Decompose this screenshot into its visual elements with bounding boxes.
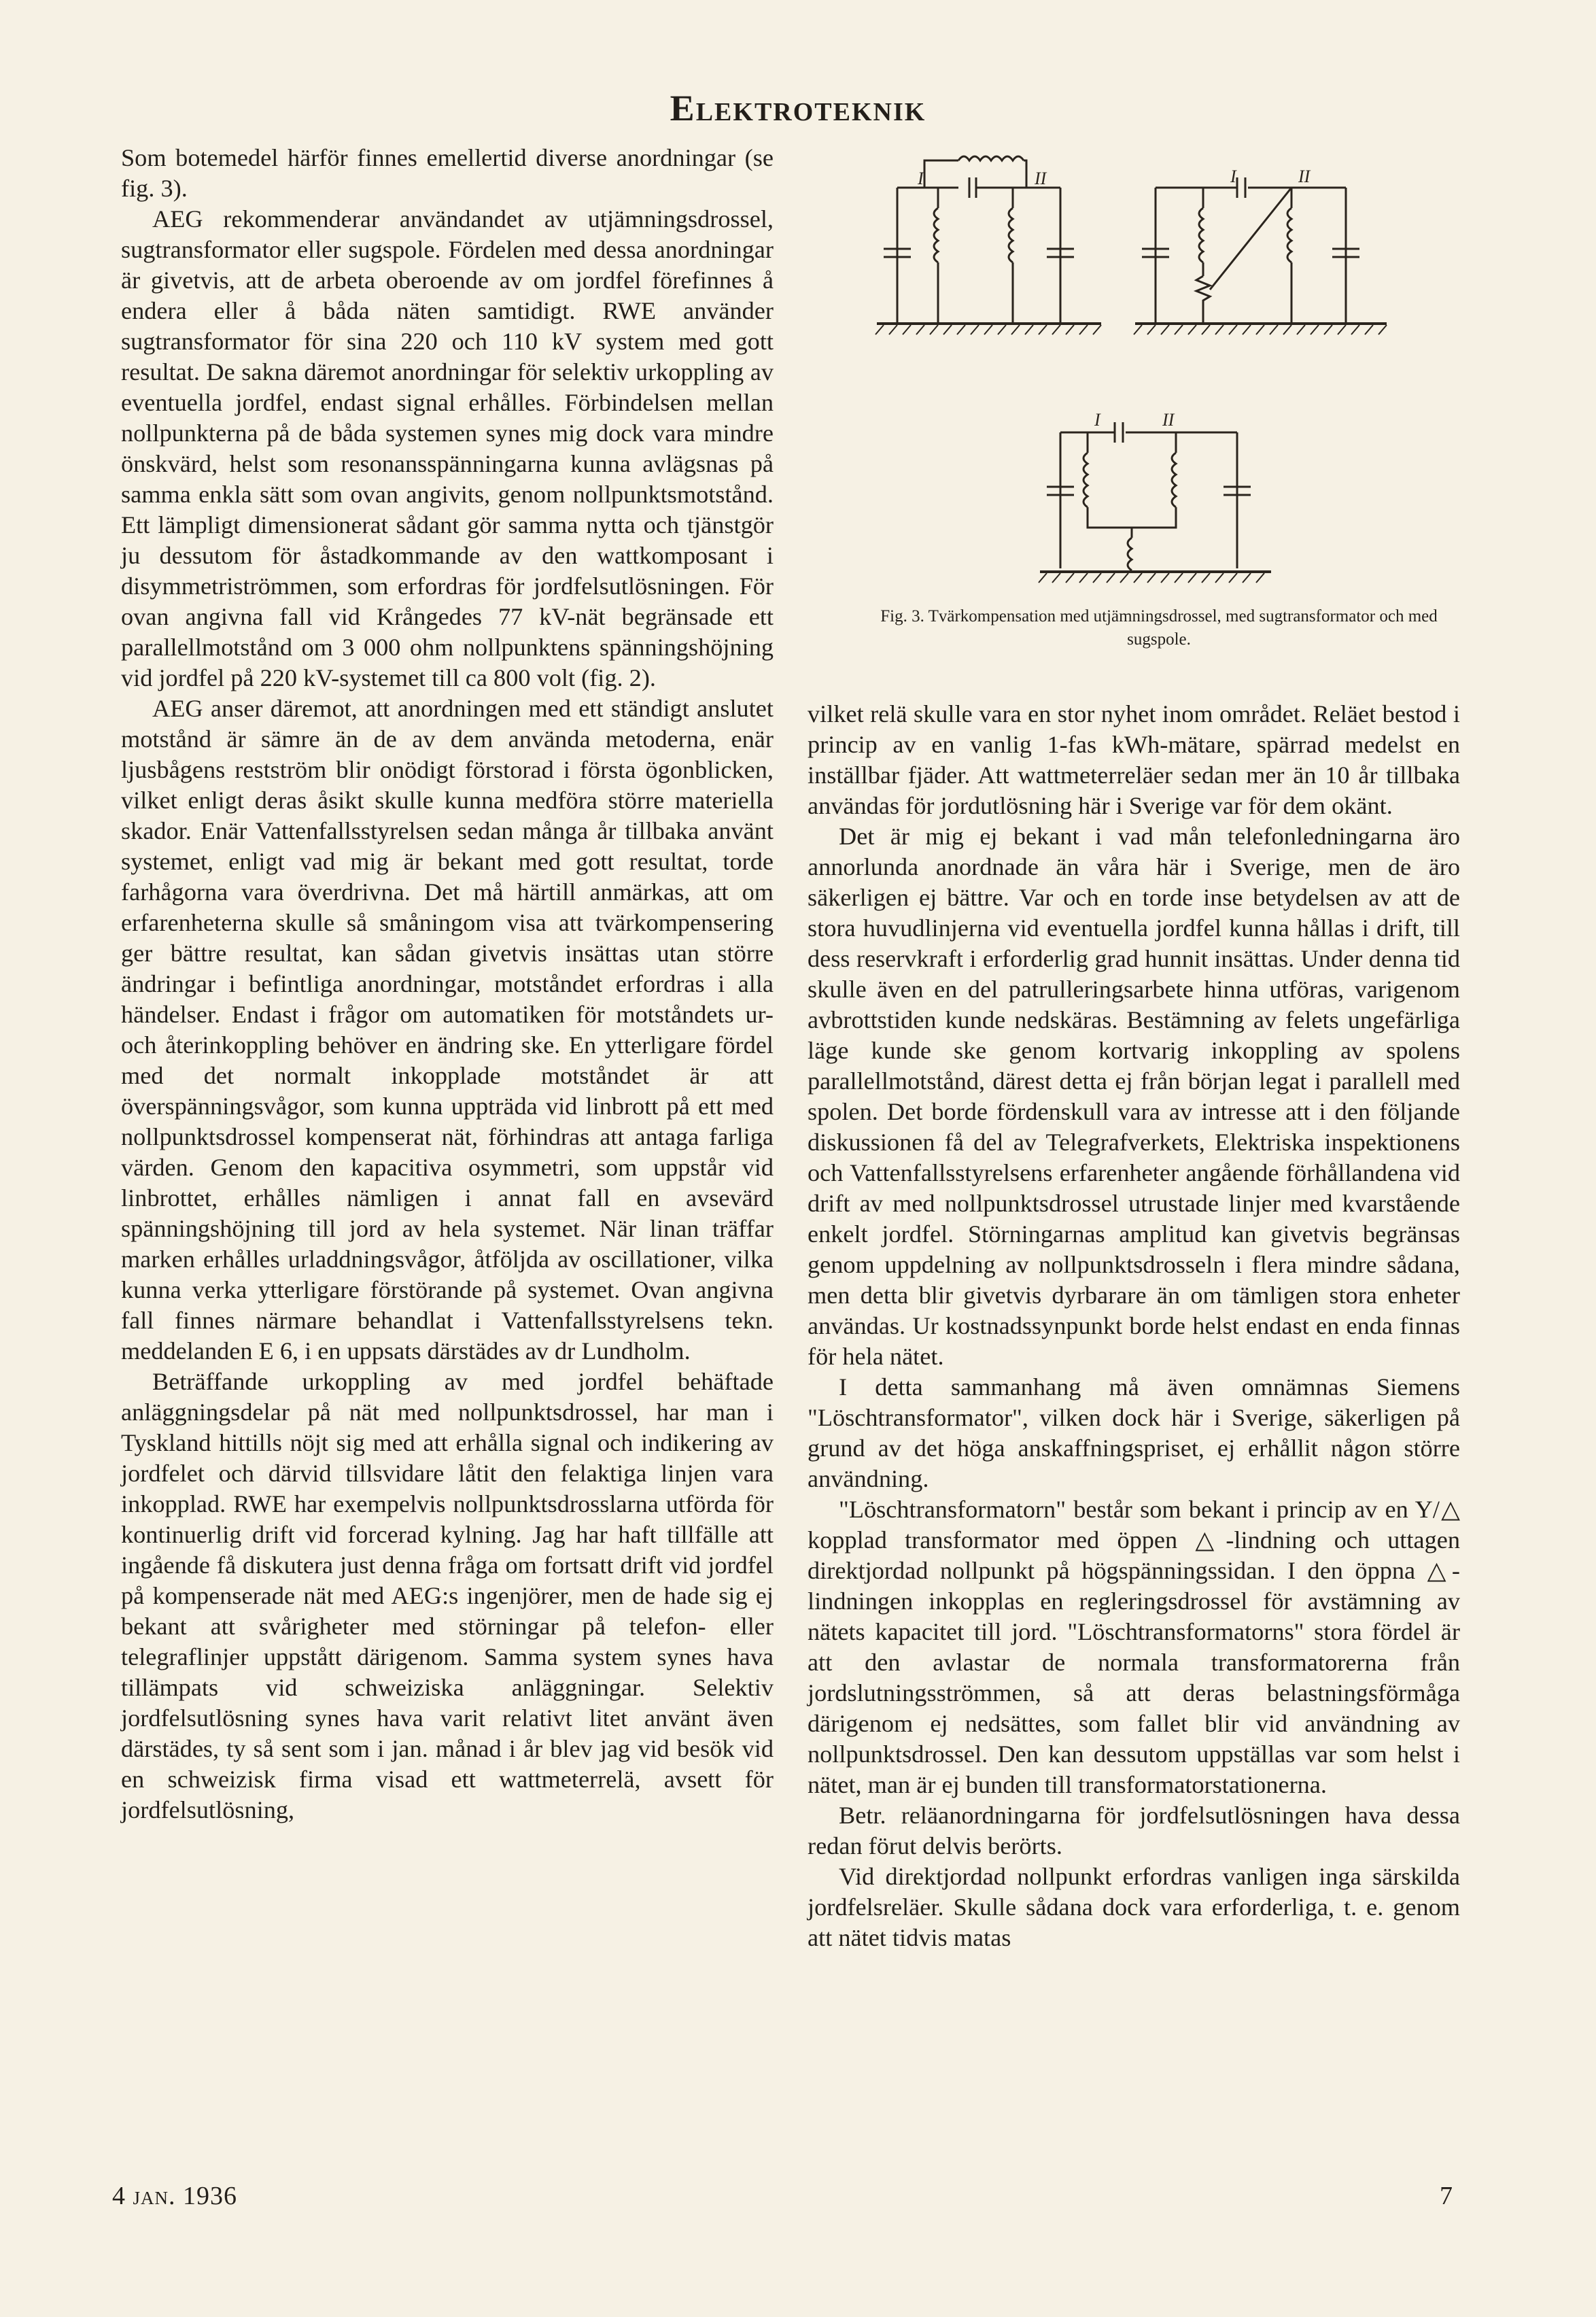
right-paragraph-3: I detta sammanhang må även omnämnas Siemens "Löschtransformator", vilken dock här i Sverige, säkerligen på grund av det höga anskaffningspriset, ej erhållit någon större användning.	[808, 1373, 1460, 1492]
page-header-title: Elektroteknik	[670, 88, 926, 128]
right-column	[808, 699, 1460, 1953]
diagram-sugspole	[1039, 410, 1271, 583]
right-paragraph-6: Vid direktjordad nollpunkt erfordras vanligen inga särskilda jordfelsreläer. Skulle sådana dock vara erforderliga, t. e. genom att nätet tidvis matas	[808, 1863, 1460, 1951]
right-paragraph-1: vilket relä skulle vara en stor nyhet inom området. Reläet bestod i princip av en vanlig 1-fas kWh-mätare, spärrad medelst en inställbar fjäder. Att wattmeterreläer sedan mer än 10 år tillbaka användas för jordutlösning här i Sverige var för dem okänt.	[808, 700, 1460, 819]
diagram-c-label-ii: II	[1162, 410, 1175, 430]
right-paragraph-2: Det är mig ej bekant i vad mån telefonledningarna äro annorlunda anordnade än våra här i Sverige, men de äro säkerligen ej bättre. Var och en torde inse betydelsen av att de stora huvudlinjerna vid eventuella jordfel kunna hållas i drift, till dess reservkraft i erforderlig grad hunnit insättas. Under denna tid skulle även en del patrulleringsarbete hinna utföras, varigenom avbrottstiden kunde nedskäras. Bestämning av felets ungefärliga läge kunde ske genom kortvarig inkoppling av spolens parallellmotstånd, därest detta ej från början legat i parallell med spolen. Det borde fördenskull vara av intresse att i den följande diskussionen få del av Telegrafverkets, Elektriska inspektionens och Vattenfallsstyrelsens erfarenheter angående förhållandena vid drift av med nollpunktsdrossel utrustade linjer med kvarstående enkelt jordfel. Störningarnas amplitud kan givetvis begränsas genom uppdelning av nollpunktsdrosseln i flera mindre sådana, men detta blir givetvis dyrbarare än om tämligen stora enheter användas. Ur kostnadssynpunkt borde helst endast en enda finnas för hela nätet.	[808, 823, 1460, 1370]
diagram-c-label-i: I	[1094, 410, 1100, 430]
left-paragraph-2: AEG rekommenderar användandet av utjämningsdrossel, sugtransformator eller sugspole. Fördelen med dessa anordningar är givetvis, att de arbeta oberoende av om jordfel förefinnes å endera eller å båda näten samtidigt. RWE använder sugtransformator för sina 220 och 110 kV system med gott resultat. De sakna däremot anordningar för selektiv urkoppling av eventuella jordfel, endast signal erhålles. Förbindelsen mellan nollpunkterna på de båda systemen synes mig dock vara mindre önskvärd, helst som resonansspänningarna kunna avlägsnas på samma enkla sätt som ovan angivits, genom nollpunktsmotstånd. Ett lämpligt dimensionerat sådant gör samma nytta och tjänstgör ju dessutom för åstadkommande av den wattkomposant i disymmetriströmmen, som erfordras för jordfelsutlösningen. För ovan angivna fall vid Krångedes 77 kV-nät begränsade ett parallellmotstånd om 3 000 ohm nollpunktens spänningshöjning vid jordfel på 220 kV-systemet till ca 800 volt (fig. 2).	[121, 205, 774, 691]
footer-page-number: 7	[1440, 2182, 1453, 2210]
diagram-drossel	[875, 156, 1101, 334]
figure-3-circuit-diagrams	[856, 147, 1455, 596]
diagram-a-label-i: I	[918, 169, 924, 188]
left-paragraph-1: Som botemedel härför finnes emellertid diverse anordningar (se fig. 3).	[121, 144, 774, 202]
diagram-a-label-ii: II	[1035, 169, 1047, 188]
diagram-sugtransformator	[1134, 167, 1387, 334]
figure-caption: Fig. 3. Tvärkompensation med utjämningsdrossel, med sugtransformator och med sugspole.	[880, 607, 1438, 649]
footer-issue-date: 4 jan. 1936	[112, 2182, 238, 2210]
right-paragraph-4: "Löschtransformatorn" består som bekant i princip av en Y/△ kopplad transformator med öppen △-lindning och uttagen direktjordad nollpunkt på högspänningssidan. I den öppna △-lindningen inkopplas en regleringsdrossel för avstämning av nätets kapacitet till jord. "Löschtransformatorns" stora fördel är att den avlastar de normala transformatorerna från jordslutningsströmmen, så att deras belastningsförmåga därigenom ej nedsättes, som fallet blir vid användning av nollpunktsdrossel. Den kan dessutom uppställas var som helst i nätet, man är ej bunden till transformatorstationerna.	[808, 1496, 1460, 1798]
diagram-b-label-i: I	[1230, 167, 1236, 186]
diagram-b-label-ii: II	[1298, 167, 1311, 186]
left-column	[121, 143, 774, 1825]
left-paragraph-3: AEG anser däremot, att anordningen med ett ständigt anslutet motstånd är sämre än de av dem använda metoderna, enär ljusbågens restström blir onödigt förstorad i första ögonblicken, vilket enligt deras åsikt skulle kunna medföra större materiella skador. Enär Vattenfallsstyrelsen sedan många år tillbaka använt systemet, enligt vad mig är bekant med gott resultat, torde farhågorna vara överdrivna. Det må härtill anmärkas, att om erfarenheterna skulle så småningom visa att tvärkompensering ger bättre resultat, kan sådan givetvis insättas utan större ändringar i befintliga anordningar, motståndet erfordras i alla händelser. Endast i frågor om automatiken för motståndets ur- och återinkoppling behöver en ändring ske. En ytterligare fördel med det normalt inkopplade motståndet är att överspänningsvågor, som kunna uppträda vid linbrott på ett med nollpunktsdrossel kompenserat nät, förhindras att antaga farliga värden. Genom den kapacitiva osymmetri, som uppstår vid linbrottet, erhålles nämligen i annat fall en avsevärd spänningshöjning till jord av hela systemet. När linan träffar marken erhålles urladdningsvågor, åtföljda av oscillationer, vilka kunna verka ytterligare förstörande på systemet. Ovan angivna fall finnes närmare behandlat i Vattenfallsstyrelsens tekn. meddelanden E 6, i en uppsats därstädes av dr Lundholm.	[121, 695, 774, 1365]
right-paragraph-5: Betr. reläanordningarna för jordfelsutlösningen hava dessa redan förut delvis berörts.	[808, 1802, 1460, 1859]
left-paragraph-4: Beträffande urkoppling av med jordfel behäftade anläggningsdelar på nät med nollpunktsdrossel, har man i Tyskland hittills nöjt sig med att erhålla signal och indikering av jordfelet och därvid tillsvidare låtit den felaktiga linjen vara inkopplad. RWE har exempelvis nollpunktsdrosslarna utförda för kontinuerlig drift vid forcerad kylning. Jag har haft tillfälle att ingående få diskutera just denna fråga om fortsatt drift vid jordfel på kompenserade nät med AEG:s ingenjörer, men de hade sig ej bekant att svårigheter med störningar på telefon- eller telegraflinjer uppstått därigenom. Samma system synes hava tillämpats vid schweiziska anläggningar. Selektiv jordfelsutlösning synes hava varit relativt litet använt även därstädes, ty så sent som i jan. månad i år blev jag vid besök vid en schweizisk firma visad ett wattmeterrelä, avsett för jordfelsutlösning,	[121, 1368, 774, 1823]
